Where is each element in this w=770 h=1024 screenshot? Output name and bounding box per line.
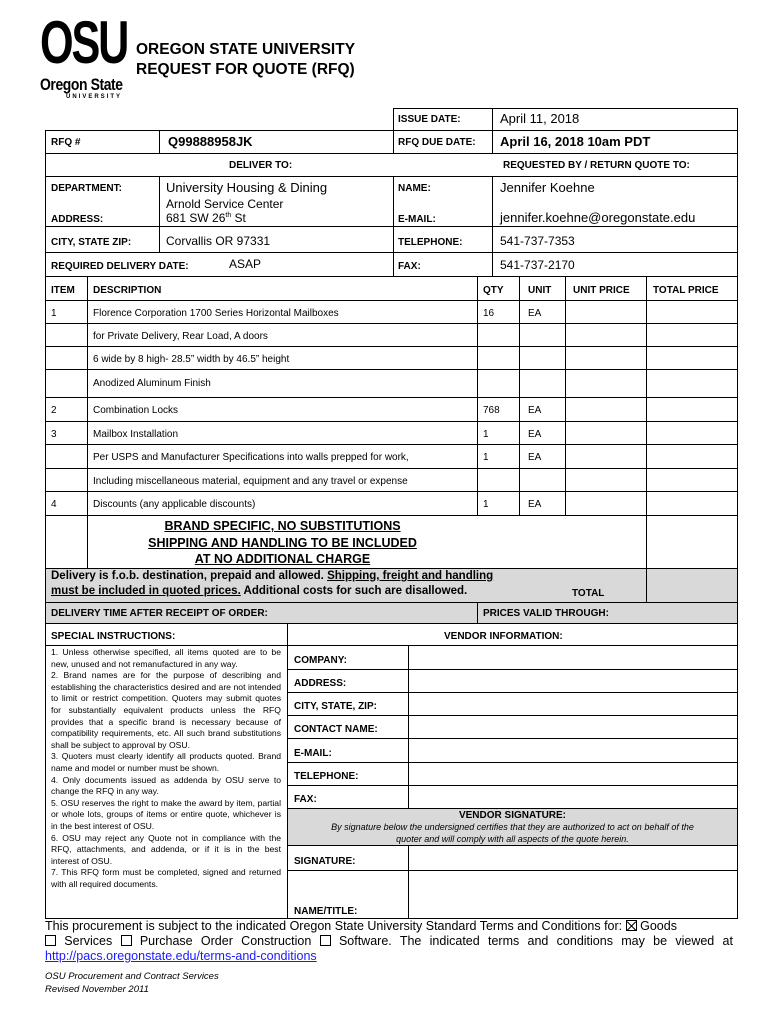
vendor-telephone-field[interactable] — [410, 764, 736, 784]
osu-logo-university: UNIVERSITY — [66, 94, 123, 100]
name-title-field[interactable] — [410, 872, 736, 917]
telephone-value: 541-737-7353 — [500, 234, 575, 248]
special-instructions-label: SPECIAL INSTRUCTIONS: — [51, 631, 176, 642]
address-line-2: 681 SW 26th St — [166, 211, 246, 225]
item-qty: 1 — [483, 499, 489, 510]
delivery-terms-line-1: Delivery is f.o.b. destination, prepaid and allowed. Shipping, freight and handling — [51, 570, 494, 582]
prices-valid-label: PRICES VALID THROUGH: — [483, 608, 609, 619]
title-line-1: OREGON STATE UNIVERSITY — [136, 41, 356, 58]
vendor-contact-label: CONTACT NAME: — [294, 724, 378, 735]
services-checkbox[interactable] — [45, 935, 56, 946]
rfq-due-date-value: April 16, 2018 10am PDT — [500, 134, 651, 149]
col-header-unit: UNIT — [528, 285, 552, 296]
signature-field[interactable] — [410, 847, 736, 869]
vendor-telephone-label: TELEPHONE: — [294, 771, 359, 782]
procurement-dept: OSU Procurement and Contract Services — [45, 971, 219, 982]
item-description: Florence Corporation 1700 Series Horizontal Mailboxes — [93, 308, 339, 319]
item-description: for Private Delivery, Rear Load, A doors — [93, 331, 268, 342]
rfq-due-date-label: RFQ DUE DATE: — [398, 137, 476, 148]
required-delivery-value: ASAP — [229, 257, 262, 271]
deliver-to-heading: DELIVER TO: — [229, 160, 293, 171]
item-unit: EA — [528, 452, 542, 463]
name-title-label: NAME/TITLE: — [294, 906, 358, 917]
item-qty: 1 — [483, 429, 489, 440]
vendor-company-label: COMPANY: — [294, 655, 347, 666]
osu-logo-name: Oregon State — [40, 75, 123, 94]
issue-date-value: April 11, 2018 — [500, 111, 580, 126]
item-description: Including miscellaneous material, equipment and any travel or expense — [93, 476, 408, 487]
item-number: 4 — [51, 499, 57, 510]
revised-date: Revised November 2011 — [45, 984, 149, 995]
vendor-signature-heading: VENDOR SIGNATURE: — [458, 810, 567, 821]
item-unit: EA — [528, 308, 542, 319]
department-label: DEPARTMENT: — [51, 183, 122, 194]
city-state-zip-label: CITY, STATE ZIP: — [51, 237, 132, 248]
item-qty: 1 — [483, 452, 489, 463]
goods-checkbox[interactable] — [626, 920, 637, 931]
vendor-city-field[interactable] — [410, 694, 736, 714]
item-description: Anodized Aluminum Finish — [93, 378, 211, 389]
item-qty: 16 — [483, 308, 495, 319]
name-label: NAME: — [398, 183, 431, 194]
col-header-qty: QTY — [483, 285, 504, 296]
vendor-city-label: CITY, STATE, ZIP: — [294, 701, 377, 712]
item-number: 3 — [51, 429, 57, 440]
name-value: Jennifer Koehne — [500, 180, 595, 195]
address-line-1: Arnold Service Center — [166, 197, 284, 211]
delivery-time-label: DELIVERY TIME AFTER RECEIPT OF ORDER: — [51, 608, 268, 619]
total-label: TOTAL — [572, 588, 605, 599]
notice-brand-specific: BRAND SPECIFIC, NO SUBSTITUTIONS — [164, 519, 401, 533]
required-delivery-label: REQUIRED DELIVERY DATE: — [51, 261, 189, 272]
document-title — [136, 40, 355, 80]
vendor-signature-note-2: quoter and will comply with all aspects of the quote herein. — [396, 834, 629, 844]
rfq-number-value: Q99888958JK — [168, 134, 253, 149]
item-unit: EA — [528, 429, 542, 440]
col-header-unit-price: UNIT PRICE — [573, 285, 630, 296]
requested-by-heading: REQUESTED BY / RETURN QUOTE TO: — [503, 160, 690, 171]
item-description: 6 wide by 8 high- 28.5” width by 46.5” height — [93, 354, 290, 365]
purchase-order-construction-checkbox[interactable] — [121, 935, 132, 946]
rfq-number-label: RFQ # — [51, 137, 81, 148]
item-description: Per USPS and Manufacturer Specifications into walls prepped for work, — [93, 452, 409, 463]
email-value: jennifer.koehne@oregonstate.edu — [500, 210, 696, 225]
vendor-signature-note-1: By signature below the undersigned certifies that they are authorized to act on behalf of the — [331, 822, 694, 832]
col-header-total-price: TOTAL PRICE — [653, 285, 719, 296]
item-number: 2 — [51, 405, 57, 416]
vendor-fax-label: FAX: — [294, 794, 317, 805]
item-number: 1 — [51, 308, 57, 319]
item-unit: EA — [528, 405, 542, 416]
vendor-information-label: VENDOR INFORMATION: — [444, 631, 563, 642]
vendor-address-field[interactable] — [410, 671, 736, 691]
item-description: Mailbox Installation — [93, 429, 179, 440]
osu-logo-mark: OSU — [40, 9, 128, 76]
title-line-2: REQUEST FOR QUOTE (RFQ) — [136, 61, 355, 78]
item-description: Discounts (any applicable discounts) — [93, 499, 256, 510]
signature-label: SIGNATURE: — [294, 856, 356, 867]
vendor-address-label: ADDRESS: — [294, 678, 347, 689]
notice-shipping: SHIPPING AND HANDLING TO BE INCLUDED — [148, 536, 417, 550]
department-value: University Housing & Dining — [166, 180, 328, 195]
col-header-item: ITEM — [51, 285, 75, 296]
email-label: E-MAIL: — [398, 214, 436, 225]
terms-paragraph: This procurement is subject to the indicated Oregon State University Standard Terms and Conditions for: Goods — [45, 919, 677, 933]
software-checkbox[interactable] — [320, 935, 331, 946]
fax-label: FAX: — [398, 261, 421, 272]
fax-value: 541-737-2170 — [500, 258, 575, 272]
terms-link[interactable]: http://pacs.oregonstate.edu/terms-and-conditions — [45, 949, 317, 963]
city-state-zip-value: Corvallis OR 97331 — [166, 234, 271, 248]
item-unit: EA — [528, 499, 542, 510]
vendor-email-field[interactable] — [410, 740, 736, 761]
terms-paragraph-line-2: Services Purchase Order Construction Software. The indicated terms and conditions may be viewed at — [45, 934, 733, 949]
notice-no-charge: AT NO ADDITIONAL CHARGE — [194, 552, 371, 566]
vendor-fax-field[interactable] — [410, 787, 736, 807]
vendor-company-field[interactable] — [410, 647, 736, 668]
item-qty: 768 — [483, 405, 500, 416]
special-instructions-text: 1. Unless otherwise specified, all items quoted are to be new, unused and not remanufactured in any way. 2. Brand names are for the purpose of describing and establishing the characteristics desired and are not intended to limit or restrict competition. Quoters may submit quotes for substantially equivalent products unless the RFQ provides that a specific brand is necessary because of compatibility requirements, etc. All such brand substitutions shall be subject to approval by OSU. 3. Quoters must clearly identify all products quoted. Brand name and model or number must be shown. 4. Only documents issued as addenda by OSU serve to change the RFQ in any way. 5. OSU reserves the right to make the award by item, partial or whole lots, groups of items or entire quote, whichever is in the best interest of OSU. 6. OSU may reject any Quote not in compliance with the RFQ, attachments, and addenda, or if it is in the best interest of OSU. 7. This RFQ form must be completed, signed and returned with all required documents. — [51, 647, 281, 889]
issue-date-label: ISSUE DATE: — [398, 114, 461, 125]
col-header-description: DESCRIPTION — [93, 285, 162, 296]
vendor-email-label: E-MAIL: — [294, 748, 332, 759]
vendor-contact-field[interactable] — [410, 717, 736, 737]
address-label: ADDRESS: — [51, 214, 104, 225]
item-description: Combination Locks — [93, 405, 179, 416]
delivery-terms-line-2: must be included in quoted prices. Additional costs for such are disallowed. — [51, 585, 468, 597]
telephone-label: TELEPHONE: — [398, 237, 463, 248]
